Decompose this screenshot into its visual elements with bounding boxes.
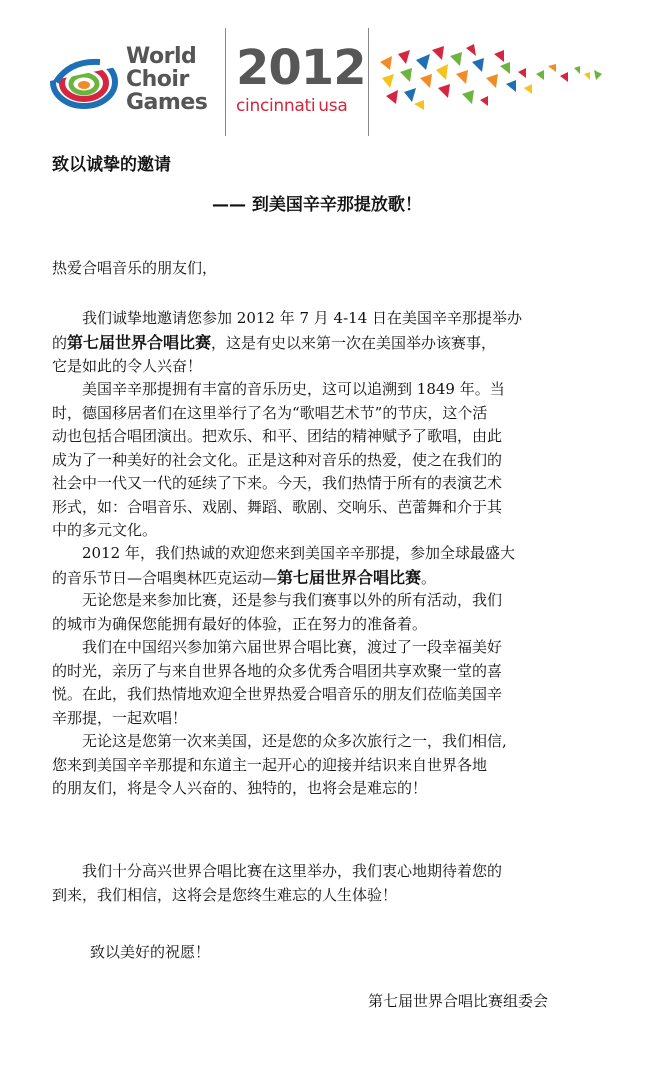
logo-city [236,96,347,116]
paragraph-3 [52,542,608,590]
paragraph-line: 美国辛辛那提拥有丰富的音乐历史，这可以追溯到 1849 年。当 [82,380,505,398]
confetti-graphic-icon [376,44,616,124]
signature-committee: 第七届世界合唱比赛组委会 [368,992,549,1010]
text-fragment: ，这是有史以来第一次在美国举办该赛事， [211,333,497,352]
paragraph-line: 无论您是来参加比赛，还是参与我们赛事以外的所有活动，我们 [82,591,503,609]
logo-country: usa [318,96,348,116]
paragraph-line: 的时光，亲历了与来自世界各地的众多优秀合唱团共享欢聚一堂的喜 [52,661,503,680]
text-fragment: 的 [52,333,68,352]
wordmark-line-choir: Choir [126,67,189,92]
paragraph-line: 成为了一种美好的社会文化。正是这种对音乐的热爱，使之在我们的 [52,450,503,469]
paragraph-line [52,566,608,591]
swirl-logo-icon [50,52,118,112]
wordmark-line-world: World [126,44,197,69]
logo-city-name: cincinnati [236,96,316,116]
header-banner [0,0,652,140]
text-fragment: 的音乐节日—合唱奥林匹克运动— [52,568,278,587]
logo-divider [225,28,226,136]
world-choir-games-wordmark [126,45,222,114]
paragraph-line: 您来到美国辛辛那提和东道主一起开心的迎接并结识来自世界各地 [52,755,488,774]
paragraph-line: 动也包括合唱团演出。把欢乐、和平、团结的精神赋予了歌唱，由此 [52,427,503,445]
paragraph-line: 我们诚挚地邀请您参加 2012 年 7 月 4-14 日在美国辛辛那提举办 [82,309,523,327]
paragraph-6 [52,730,608,801]
letter-subtitle: —— 到美国辛辛那提放歌！ [212,195,422,215]
paragraph-line: 到来，我们相信，这将会是您终生难忘的人生体验！ [52,885,398,904]
paragraph-line: 时，德国移居者们在这里举行了名为“歌唱艺术节”的节庆，这个活 [52,403,488,422]
paragraph-line: 我们十分高兴世界合唱比赛在这里举办，我们衷心地期待着您的 [82,862,503,880]
event-name-emphasis: 第七届世界合唱比赛 [67,332,212,352]
closing-wishes: 致以美好的祝愿！ [90,943,211,961]
salutation: 热爱合唱音乐的朋友们， [52,259,218,277]
event-name-emphasis: 第七届世界合唱比赛 [277,567,422,587]
wordmark-line-games: Games [126,90,208,115]
paragraph-line: 辛那提，一起欢唱！ [52,708,188,727]
letter-title: 致以诚挚的邀请 [52,155,171,175]
paragraph-2 [52,378,608,543]
paragraph-line [52,331,608,356]
text-fragment: 。 [421,568,437,587]
paragraph-line: 悦。在此，我们热情地欢迎全世界热爱合唱音乐的朋友们莅临美国辛 [52,685,503,703]
paragraph-line: 中的多元文化。 [52,521,158,539]
paragraph-line: 2012 年，我们热诚的欢迎您来到美国辛辛那提，参加全球最盛大 [82,544,515,562]
logo-divider-right [368,28,369,136]
paragraph-1 [52,307,608,379]
paragraph-line: 无论这是您第一次来美国，还是您的众多次旅行之一，我们相信, [82,732,507,750]
paragraph-5 [52,636,608,730]
paragraph-line: 的朋友们，将是令人兴奋的、独特的，也将会是难忘的！ [52,779,428,797]
paragraph-line: 我们在中国绍兴参加第六届世界合唱比赛，渡过了一段幸福美好 [82,638,503,656]
logo-year: 2012 [236,40,366,96]
paragraph-line: 形式，如：合唱音乐、戏剧、舞蹈、歌剧、交响乐、芭蕾舞和介于其 [52,497,503,516]
paragraph-line: 它是如此的令人兴奋！ [52,357,203,375]
paragraph-7 [52,860,608,907]
paragraph-line: 社会中一代又一代的延续了下来。今天，我们热情于所有的表演艺术 [52,474,503,492]
paragraph-line: 的城市为确保您能拥有最好的体验，正在努力的准备着。 [52,614,428,633]
paragraph-4 [52,589,608,636]
